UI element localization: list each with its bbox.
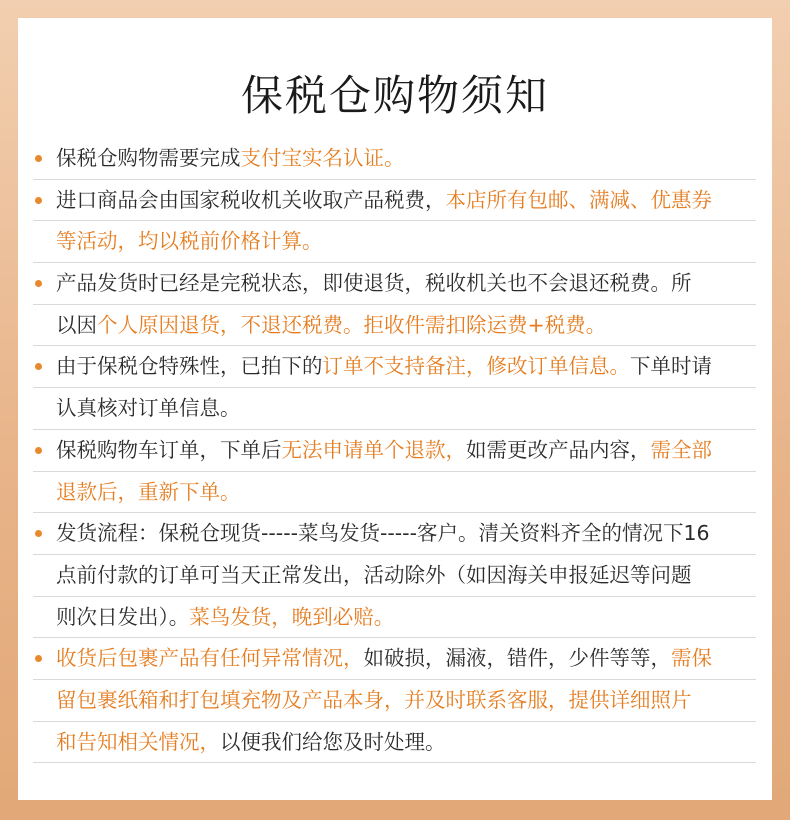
notice-line (33, 638, 756, 680)
notice-text: 认真核对订单信息。 (56, 396, 241, 421)
notice-line (33, 138, 756, 180)
notice-item (33, 513, 756, 638)
bullet-dot-icon (35, 197, 42, 204)
highlight-text: 退款后，重新下单。 (56, 479, 241, 504)
notice-line (33, 221, 756, 263)
notice-text: 以因 (56, 312, 97, 337)
highlight-text: 留包裹纸箱和打包填充物及产品本身，并及时联系客服，提供详细照片 (56, 687, 692, 712)
notice-item (33, 430, 756, 513)
bullet-dot-icon (35, 155, 42, 162)
highlight-text: 无法申请单个退款， (281, 437, 466, 462)
highlight-text: 和告知相关情况， (56, 729, 220, 754)
notice-text: 发货流程：保税仓现货-----菜鸟发货-----客户。清关资料齐全的情况下16 (56, 521, 710, 546)
notice-line (33, 555, 756, 597)
notice-text: 保税购物车订单，下单后 (56, 437, 282, 462)
notice-text: 如破损，漏液，错件，少件等等， (363, 646, 671, 671)
notice-line (33, 180, 756, 222)
notice-line (33, 722, 756, 764)
notice-text: 由于保税仓特殊性，已拍下的 (56, 354, 323, 379)
highlight-text: 个人原因退货，不退还税费。拒收件需扣除运费+税费。 (97, 312, 607, 337)
highlight-text: 支付宝实名认证。 (240, 146, 405, 170)
highlight-text: 菜鸟发货，晚到必赔。 (189, 604, 395, 629)
notice-line (33, 388, 756, 430)
notice-line (33, 346, 756, 388)
notice-item (33, 263, 756, 346)
notice-item (33, 346, 756, 429)
notice-item (33, 180, 756, 263)
highlight-text: 订单不支持备注，修改订单信息。 (322, 354, 630, 379)
notice-text: 点前付款的订单可当天正常发出，活动除外（如因海关申报延迟等问题 (56, 562, 692, 587)
notice-item (33, 638, 756, 763)
notice-card (18, 18, 772, 800)
page-title: 保税仓购物须知 (240, 71, 549, 120)
notice-text: 进口商品会由国家税收机关收取产品税费， (56, 187, 446, 212)
notice-text: 以便我们给您及时处理。 (220, 729, 446, 754)
notice-line (33, 263, 756, 305)
highlight-text: 需全部 (650, 437, 712, 462)
highlight-text: 收货后包裹产品有任何异常情况， (56, 646, 364, 671)
notice-list (33, 138, 756, 763)
notice-text: 如需更改产品内容， (466, 437, 651, 462)
highlight-text: 需保 (671, 646, 712, 671)
notice-text: 则次日发出）。 (56, 604, 190, 629)
highlight-text: 本店所有包邮、满减、优惠券 (445, 187, 712, 212)
bullet-dot-icon (35, 447, 42, 454)
notice-item (33, 138, 756, 180)
notice-text: 下单时请 (630, 354, 712, 379)
notice-line (33, 305, 756, 347)
notice-line (33, 430, 756, 472)
notice-line (33, 513, 756, 555)
notice-text: 保税仓购物需要完成 (56, 146, 241, 170)
bullet-dot-icon (35, 280, 42, 287)
notice-line (33, 597, 756, 639)
notice-text: 产品发货时已经是完税状态，即使退货，税收机关也不会退还税费。所 (56, 271, 692, 296)
notice-line (33, 472, 756, 514)
notice-line (33, 680, 756, 722)
highlight-text: 等活动，均以税前价格计算。 (56, 229, 323, 254)
